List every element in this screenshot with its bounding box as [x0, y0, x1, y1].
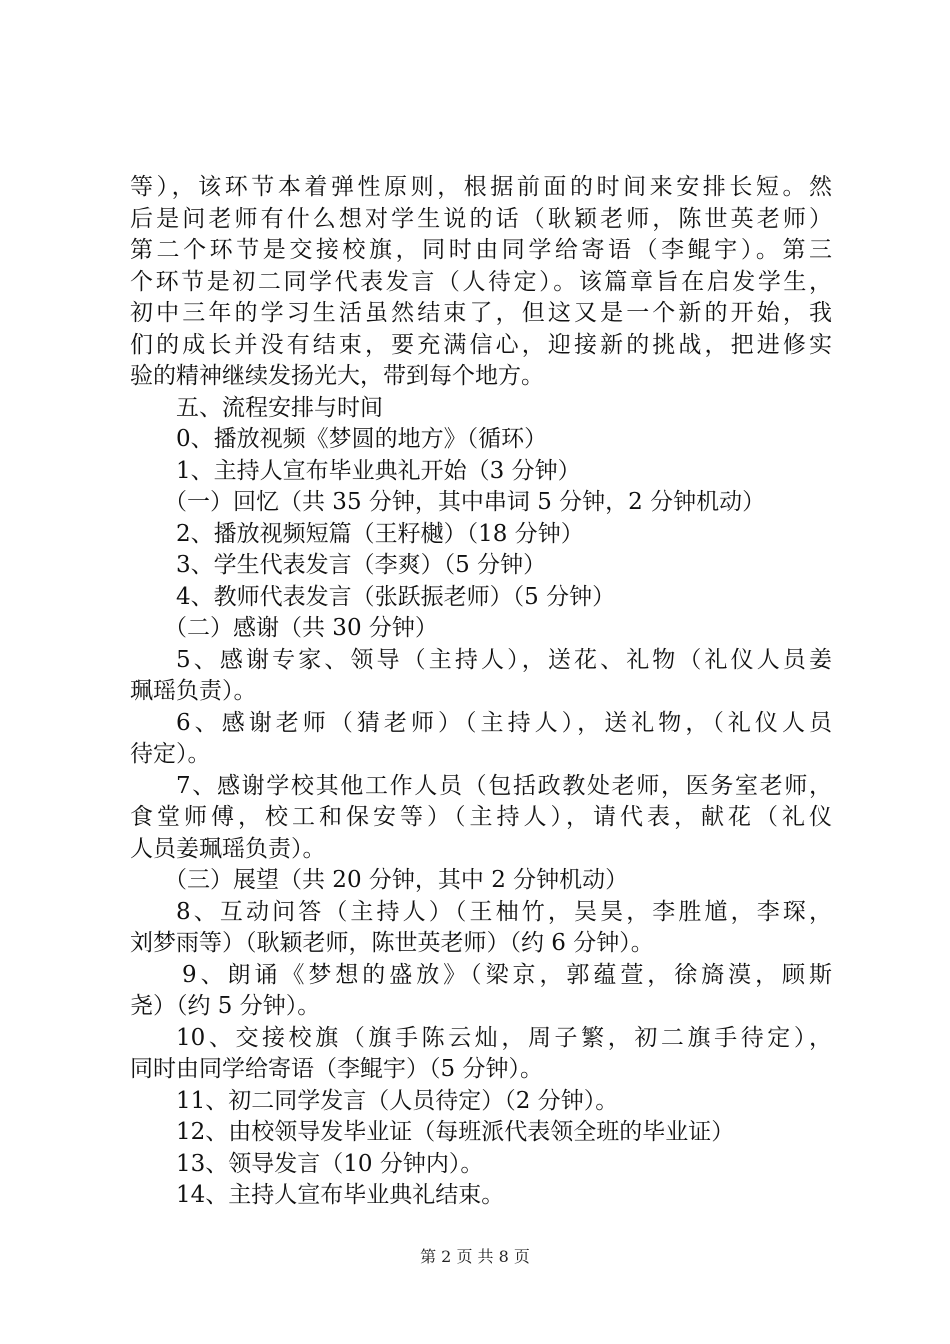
text-line: 11、初二同学发言（人员待定）（2 分钟）。: [176, 1087, 619, 1114]
text-line: 同时由同学给寄语（李鲲宇）（5 分钟）。: [130, 1056, 543, 1082]
text-line: （二）感谢（共 30 分钟）: [164, 615, 438, 641]
text-line: 们的成长并没有结束，要充满信心，迎接新的挑战，把进修实: [130, 331, 832, 358]
text-line: 2、播放视频短篇（王籽樾）（18 分钟）: [176, 520, 584, 547]
text-line: 待定）。: [130, 741, 211, 767]
text-line: 个环节是初二同学代表发言（人待定）。该篇章旨在启发学生，: [130, 268, 832, 295]
text-line: 尧）（约 5 分钟）。: [130, 993, 321, 1019]
text-line: 12、由校领导发毕业证（每班派代表领全班的毕业证）: [176, 1119, 735, 1145]
document-body: [130, 172, 832, 1212]
text-line: 6、感谢老师（猜老师）（主持人），送礼物，（礼仪人员: [176, 709, 832, 736]
text-line: 8、互动问答（主持人）（王柚竹，吴昊，李胜馗，李琛，: [176, 898, 832, 925]
text-line: 14、主持人宣布毕业典礼结束。: [176, 1182, 505, 1208]
text-line: 后是问老师有什么想对学生说的话（耿颖老师，陈世英老师）: [130, 205, 832, 232]
text-line: 5、感谢专家、领导（主持人），送花、礼物（礼仪人员姜: [176, 646, 832, 673]
text-line: （一）回忆（共 35 分钟，其中串词 5 分钟，2 分钟机动）: [164, 489, 766, 515]
text-line: 珮瑶负责）。: [130, 678, 257, 704]
text-line: 刘梦雨等）（耿颖老师，陈世英老师）（约 6 分钟）。: [130, 930, 654, 956]
text-line: 1、主持人宣布毕业典礼开始（3 分钟）: [176, 457, 581, 484]
text-line: 7、感谢学校其他工作人员（包括政教处老师，医务室老师，: [176, 772, 832, 799]
text-line: 4、教师代表发言（张跃振老师）（5 分钟）: [176, 583, 616, 610]
text-line: 初中三年的学习生活虽然结束了，但这又是一个新的开始，我: [130, 300, 832, 326]
text-line: （三）展望（共 20 分钟，其中 2 分钟机动）: [164, 867, 629, 893]
text-line: 等），该环节本着弹性原则，根据前面的时间来安排长短。然: [130, 174, 832, 200]
text-line: 人员姜珮瑶负责）。: [130, 835, 326, 862]
text-line: 食堂师傅，校工和保安等）（主持人），请代表，献花（礼仪: [130, 804, 832, 830]
page-footer: 第 2 页 共 8 页: [420, 1247, 530, 1266]
text-line: 13、领导发言（10 分钟内）。: [176, 1150, 484, 1177]
text-line: 五、流程安排与时间: [176, 394, 383, 421]
text-line: 验的精神继续发扬光大，带到每个地方。: [130, 363, 544, 389]
text-line: 第二个环节是交接校旗，同时由同学给寄语（李鲲宇）。第三: [130, 237, 832, 263]
text-line: 0、播放视频《梦圆的地方》（循环）: [176, 426, 548, 452]
text-line: 10、交接校旗（旗手陈云灿，周子繁，初二旗手待定），: [176, 1024, 832, 1051]
text-line: 3、学生代表发言（李爽）（5 分钟）: [176, 552, 547, 578]
text-line: 9、朗诵《梦想的盛放》（梁京，郭蕴萱，徐旖漠，顾斯: [182, 961, 832, 988]
